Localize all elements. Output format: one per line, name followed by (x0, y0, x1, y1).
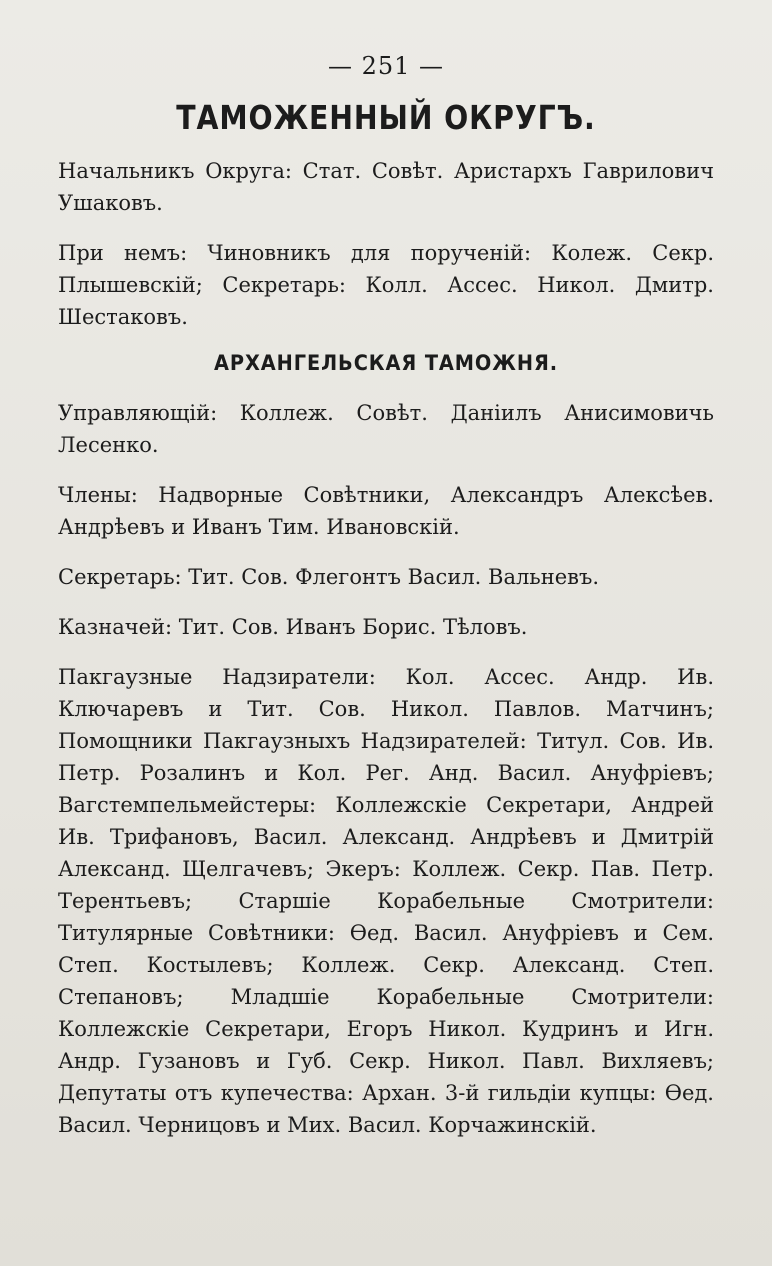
page-number: — 251 — (327, 52, 445, 80)
paragraph-warehouse-staff: Пакгаузные Надзиратели: Кол. Ассес. Андр. Ив. Ключаревъ и Тит. Сов. Никол. Павлов. Матчинъ; Помощники Пакгаузныхъ Надзирателей: Титул. Сов. Ив. Петр. Розалинъ и Кол. Рег. Анд. Васил. Ануфріевъ; Вагстемпельмейстеры: Коллежскіе Секретари, Андрей Ив. Трифановъ, Васил. Александ. Андрѣевъ и Дмитрій Александ. Щелгачевъ; Экеръ: Коллеж. Секр. Пав. Петр. Терентьевъ; Старшіе Корабельные Смотрители: Титулярные Совѣтники: Ѳед. Васил. Ануфріевъ и Сем. Степ. Костылевъ; Коллеж. Секр. Александ. Степ. Степановъ; Младшіе Корабельные Смотрители: Коллежскіе Секретари, Егоръ Никол. Кудринъ и Игн. Андр. Гузановъ и Губ. Секр. Никол. Павл. Вихляевъ; Депутаты отъ купечества: Архан. 3-й гильдіи купцы: Ѳед. Васил. Черницовъ и Мих. Васил. Корчажинскій. (58, 665, 714, 1137)
paragraph-district-staff: При немъ: Чиновникъ для порученій: Колеж. Секр. Плышевскій; Секретарь: Колл. Ассес. Никол. Дмитр. Шестаковъ. (58, 241, 714, 329)
paragraph-district-head: Начальникъ Округа: Стат. Совѣт. Аристархъ Гаврилович Ушаковъ. (58, 159, 714, 215)
paragraph-members: Члены: Надворные Совѣтники, Александръ Алексѣев. Андрѣевъ и Иванъ Тим. Ивановскій. (58, 483, 714, 539)
paragraph-secretary: Секретарь: Тит. Сов. Флегонтъ Васил. Вальневъ. (58, 565, 600, 589)
subsection-title: АРХАНГЕЛЬСКАЯ ТАМОЖНЯ. (214, 351, 558, 375)
paragraph-manager: Управляющій: Коллеж. Совѣт. Даніилъ Анисимовичь Лесенко. (58, 401, 714, 457)
paragraph-treasurer: Казначей: Тит. Сов. Иванъ Борис. Тѣловъ. (58, 615, 528, 639)
section-title: ТАМОЖЕННЫЙ ОКРУГЪ. (176, 98, 596, 137)
